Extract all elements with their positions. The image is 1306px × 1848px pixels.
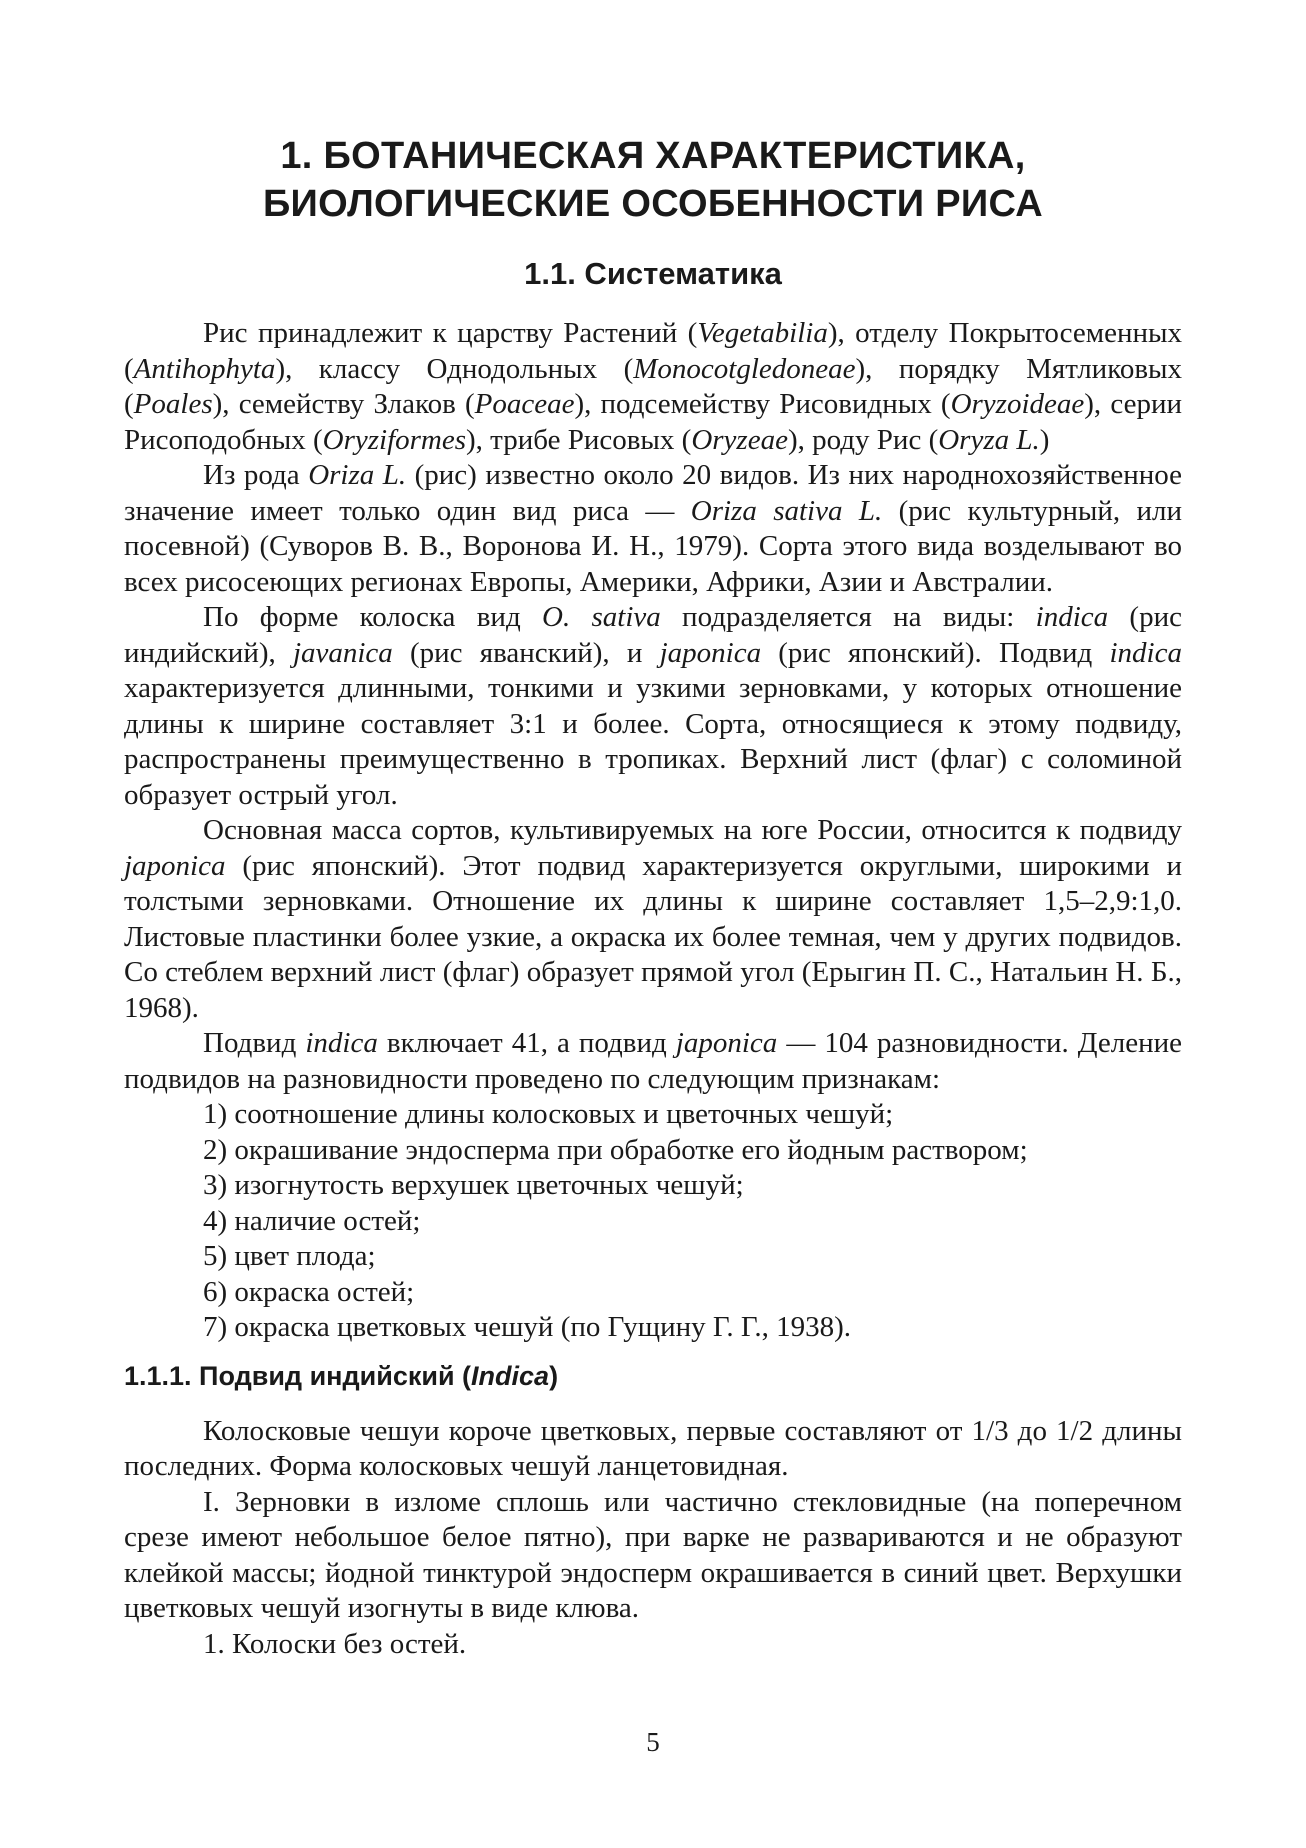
paragraph-japonica: Основная масса сортов, культивируемых на юге России, относится к подвиду japonica (рис японский). Этот подвид характеризуется округлыми, широкими и толстыми зерновками. Отношение их длины к ширине составляет 1,5–2,9:1,0. Листовые пластинки более узкие, а окраска их более темная, чем у других подвидов. Со стеблем верхний лист (флаг) образует прямой угол (Ерыгин П. С., Натальин Н. Б., 1968). bbox=[124, 814, 1182, 1024]
list-item: 6) окраска остей; bbox=[203, 1275, 415, 1308]
list-item: 7) окраска цветковых чешуй (по Гущину Г. Г., 1938). bbox=[203, 1311, 852, 1343]
paragraph-grains: I. Зерновки в изломе сплошь или частично стекловидные (на поперечном срезе имеют небольшое белое пятно), при варке не развариваются и не образуют клейкой массы; йодной тинктурой эндосперм окрашивается в синий цвет. Верхушки цветковых чешуй изогнуты в виде клюва. bbox=[124, 1485, 1182, 1624]
list-item: 1) соотношение длины колосковых и цветочных чешуй; bbox=[203, 1098, 894, 1130]
paragraph-genus: Из рода Oriza L. (рис) известно около 20 видов. Из них народнохозяйственное значение имеет только один вид риса — Oriza sativa L. (рис культурный, или посевной) (Суворов В. В., Воронова И. Н., 1979). Сорта этого вида возделывают во всех рисосеющих регионах Европы, Америки, Африки, Азии и Австралии. bbox=[124, 459, 1183, 598]
paragraph-awnless: 1. Колоски без остей. bbox=[203, 1627, 467, 1660]
list-item: 4) наличие остей; bbox=[203, 1204, 421, 1237]
subsection-title: 1.1.1. Подвид индийский (Indica) bbox=[124, 1360, 559, 1391]
paragraph-glumes: Колосковые чешуи короче цветковых, первые составляют от 1/3 до 1/2 длины последних. Форма колосковых чешуй ланцетовидная. bbox=[124, 1414, 1182, 1482]
paragraph-varieties: Подвид indica включает 41, а подвид japonica — 104 разновидности. Деление подвидов на разновидности проведено по следующим признакам: bbox=[124, 1027, 1182, 1095]
chapter-title-line-2: БИОЛОГИЧЕСКИЕ ОСОБЕННОСТИ РИСА bbox=[262, 183, 1044, 225]
list-item: 5) цвет плода; bbox=[203, 1240, 376, 1272]
page-number: 5 bbox=[646, 1727, 660, 1757]
list-item: 3) изогнутость верхушек цветочных чешуй; bbox=[203, 1169, 744, 1201]
section-title: 1.1. Систематика bbox=[524, 256, 782, 291]
chapter-title-line-1: 1. БОТАНИЧЕСКАЯ ХАРАКТЕРИСТИКА, bbox=[280, 135, 1026, 177]
page-content bbox=[124, 118, 1182, 1662]
paragraph-subspecies: По форме колоска вид O. sativa подразделяется на виды: indica (рис индийский), javanica (рис яванский), и japonica (рис японский). Подвид indica характеризуется длинными, тонкими и узкими зерновками, у которых отношение длины к ширине составляет 3:1 и более. Сорта, относящиеся к этому подвиду, распространены преимущественно в тропиках. Верхний лист (флаг) с соломиной образует острый угол. bbox=[124, 601, 1182, 811]
paragraph-taxonomy: Рис принадлежит к царству Растений (Vegetabilia), отделу Покрытосеменных (Antihophyta), классу Однодольных (Monocotgledoneae), порядку Мятликовых (Poales), семейству Злаков (Poaceae), подсемейству Рисовидных (Oryzoideae), серии Рисоподобных (Oryziformes), трибе Рисовых (Oryzeae), роду Рис (Oryza L.) bbox=[124, 317, 1182, 456]
list-item: 2) окрашивание эндосперма при обработке его йодным раствором; bbox=[203, 1133, 1028, 1166]
chapter-title bbox=[124, 132, 1182, 228]
criteria-list bbox=[124, 1097, 1182, 1346]
